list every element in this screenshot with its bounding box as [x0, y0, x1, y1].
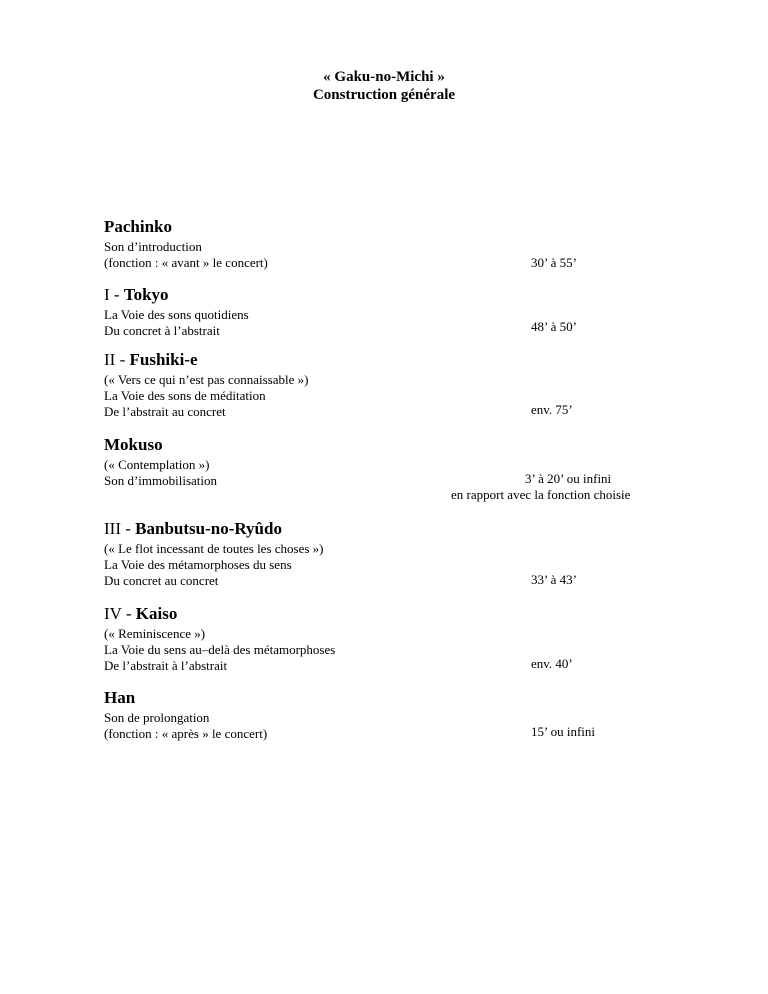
- section-line: (« Vers ce qui n’est pas connaissable »): [104, 372, 309, 387]
- section-line: La Voie du sens au–delà des métamorphoses: [104, 642, 336, 657]
- section-duration: env. 75’: [531, 402, 573, 417]
- document-title: « Gaku-no-Michi »: [323, 69, 445, 85]
- document-subtitle: Construction générale: [312, 87, 456, 103]
- section-heading: [104, 688, 704, 710]
- section-number: III -: [104, 519, 136, 538]
- section-name: Pachinko: [104, 217, 173, 236]
- section-duration: env. 40’: [531, 656, 573, 671]
- section-line: (« Reminiscence »): [104, 626, 206, 641]
- section-line: (fonction : « après » le concert): [104, 726, 268, 741]
- section-number: IV -: [104, 604, 136, 623]
- section-line: (« Contemplation »): [104, 457, 210, 472]
- section-duration: 33’ à 43’: [531, 572, 577, 587]
- section-heading: [104, 217, 704, 239]
- section-line: Du concret au concret: [104, 573, 219, 588]
- section-name: Mokuso: [104, 435, 163, 454]
- section-line: La Voie des métamorphoses du sens: [104, 557, 292, 572]
- section-heading: [104, 435, 704, 457]
- section-tokyo: [104, 285, 704, 339]
- section-name: Tokyo: [123, 285, 169, 304]
- section-line: La Voie des sons de méditation: [104, 388, 266, 403]
- section-heading: [104, 350, 704, 372]
- section-duration: 15’ ou infini: [531, 724, 596, 739]
- section-duration: 3’ à 20’ ou infini: [525, 471, 612, 486]
- section-mokuso: [104, 435, 704, 489]
- section-pachinko: [104, 217, 704, 271]
- section-line: Son de prolongation: [104, 710, 210, 725]
- section-line: De l’abstrait au concret: [104, 404, 226, 419]
- section-name: Banbutsu-no-Ryûdo: [135, 519, 282, 538]
- section-heading: [104, 285, 704, 307]
- section-duration-note: en rapport avec la fonction choisie: [451, 487, 631, 502]
- section-number: I -: [104, 285, 124, 304]
- section-number: II -: [104, 350, 130, 369]
- section-han: [104, 688, 704, 742]
- section-heading: [104, 604, 704, 626]
- section-line: (« Le flot incessant de toutes les choses »): [104, 541, 324, 556]
- section-banbutsu-no-ryudo: [104, 519, 704, 589]
- section-heading: [104, 519, 704, 541]
- section-line: Son d’immobilisation: [104, 473, 218, 488]
- section-line: La Voie des sons quotidiens: [104, 307, 249, 322]
- section-kaiso: [104, 604, 704, 674]
- section-line: Son d’introduction: [104, 239, 202, 254]
- section-line: (fonction : « avant » le concert): [104, 255, 268, 270]
- section-line: De l’abstrait à l’abstrait: [104, 658, 228, 673]
- section-line: Du concret à l’abstrait: [104, 323, 220, 338]
- section-name: Kaiso: [135, 604, 178, 623]
- section-fushiki-e: [104, 350, 704, 420]
- section-duration: 30’ à 55’: [531, 255, 577, 270]
- section-name: Han: [104, 688, 136, 707]
- section-name: Fushiki-e: [129, 350, 198, 369]
- section-duration: 48’ à 50’: [531, 319, 577, 334]
